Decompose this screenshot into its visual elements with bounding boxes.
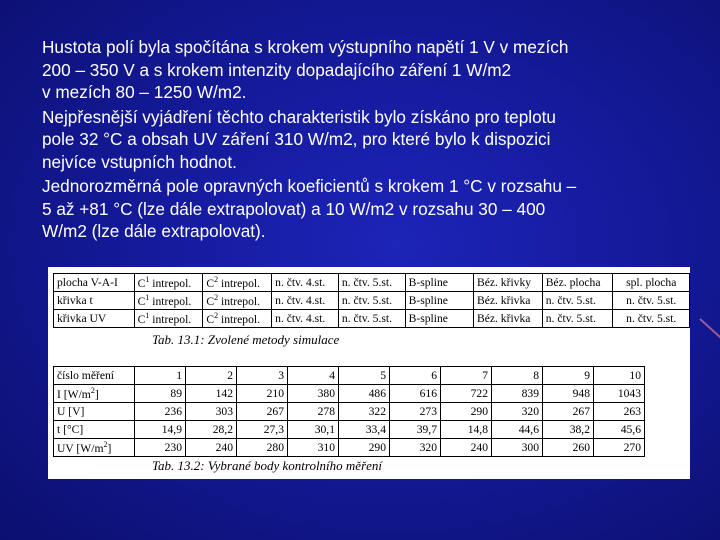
table-cell: B-spline xyxy=(405,310,473,328)
table-cell: 2 xyxy=(186,367,237,385)
text-line: Jednorozměrná pole opravných koeficientů s krokem 1 °C v rozsahu – xyxy=(42,176,577,196)
cell-text: C xyxy=(206,294,215,308)
cell-text: C xyxy=(137,294,146,308)
table-cell: 616 xyxy=(390,385,441,403)
table-cell: 45,6 xyxy=(594,421,645,439)
cell-superscript: 2 xyxy=(90,386,95,396)
table-cell: 6 xyxy=(390,367,441,385)
cell-text: intrepol. xyxy=(221,312,260,326)
simulation-methods-table xyxy=(53,273,690,328)
cell-text: C xyxy=(137,312,146,326)
cell-text: intrepol. xyxy=(152,294,192,308)
table-cell: 44,6 xyxy=(492,421,543,439)
cell-text: C xyxy=(206,276,215,290)
table-row xyxy=(54,403,645,421)
table-cell: 290 xyxy=(441,403,492,421)
table-cell: spl. plocha xyxy=(613,274,690,292)
table-cell: 8 xyxy=(492,367,543,385)
table-cell: 839 xyxy=(492,385,543,403)
table-cell: 267 xyxy=(237,403,288,421)
cell-text: C xyxy=(137,276,146,290)
table-cell: B-spline xyxy=(405,292,473,310)
cell-superscript: 2 xyxy=(214,275,219,285)
text-line: v mezích 80 – 1250 W/m2. xyxy=(42,82,247,102)
table-cell: n. čtv. 5.st. xyxy=(613,310,690,328)
cell-superscript: 1 xyxy=(145,311,150,321)
table-cell: 3 xyxy=(237,367,288,385)
table-cell: 240 xyxy=(441,439,492,457)
tables-image xyxy=(48,267,690,479)
table-cell: 230 xyxy=(135,439,186,457)
table-cell: 4 xyxy=(288,367,339,385)
table-cell: B-spline xyxy=(405,274,473,292)
row-label-cell: číslo měření xyxy=(54,367,135,385)
table-row xyxy=(54,421,645,439)
table-cell xyxy=(134,292,203,310)
control-measurements-table xyxy=(53,366,645,457)
paragraph-1 xyxy=(42,36,682,104)
table-cell: 236 xyxy=(135,403,186,421)
table-cell: 322 xyxy=(339,403,390,421)
table-cell: 210 xyxy=(237,385,288,403)
table-cell: 260 xyxy=(543,439,594,457)
table-cell: n. čtv. 5.st. xyxy=(338,310,405,328)
table-cell: 948 xyxy=(543,385,594,403)
text-line: W/m2 (lze dále extrapolovat). xyxy=(42,221,266,241)
table-cell: 1043 xyxy=(594,385,645,403)
row-label-cell: křivka t xyxy=(54,292,135,310)
table-cell: 320 xyxy=(492,403,543,421)
table-cell: n. čtv. 4.st. xyxy=(272,274,339,292)
row-label-cell xyxy=(54,385,135,403)
table-cell xyxy=(203,310,272,328)
table-cell: 267 xyxy=(543,403,594,421)
table-cell: 310 xyxy=(288,439,339,457)
table-cell: 290 xyxy=(339,439,390,457)
table-cell: 278 xyxy=(288,403,339,421)
paragraph-2 xyxy=(42,106,682,174)
cell-superscript: 2 xyxy=(214,311,219,321)
table-cell: 30,1 xyxy=(288,421,339,439)
table-row xyxy=(54,385,645,403)
text-line: Hustota polí byla spočítána s krokem výstupního napětí 1 V v mezích xyxy=(42,37,569,57)
table-cell: Béz. plocha xyxy=(542,274,613,292)
table-cell xyxy=(134,274,203,292)
table-cell: n. čtv. 5.st. xyxy=(338,292,405,310)
table-cell xyxy=(134,310,203,328)
table-cell: 28,2 xyxy=(186,421,237,439)
table-cell: 273 xyxy=(390,403,441,421)
table-cell: n. čtv. 5.st. xyxy=(338,274,405,292)
table-cell: 27,3 xyxy=(237,421,288,439)
table-cell: n. čtv. 5.st. xyxy=(613,292,690,310)
cell-text: ] xyxy=(94,387,99,401)
cell-text: intrepol. xyxy=(152,312,192,326)
row-label-cell xyxy=(54,439,135,457)
text-line: nejvíce vstupních hodnot. xyxy=(42,151,237,172)
table-cell: 303 xyxy=(186,403,237,421)
table-cell: 142 xyxy=(186,385,237,403)
cell-text: C xyxy=(206,312,215,326)
table-row xyxy=(54,310,690,328)
body-text xyxy=(42,36,682,245)
cell-text: I [W/m xyxy=(57,387,91,401)
table-cell: 14,9 xyxy=(135,421,186,439)
cell-superscript: 1 xyxy=(145,293,150,303)
table-cell: 300 xyxy=(492,439,543,457)
table-row xyxy=(54,292,690,310)
text-line: 200 – 350 V a s krokem intenzity dopadajícího záření 1 W/m2 xyxy=(42,59,512,80)
table-cell: Béz. křivky xyxy=(473,274,542,292)
table-cell: 39,7 xyxy=(390,421,441,439)
table-cell: 270 xyxy=(594,439,645,457)
table-cell: 380 xyxy=(288,385,339,403)
table-cell: n. čtv. 5.st. xyxy=(542,292,613,310)
table-row xyxy=(54,367,645,385)
row-label-cell: t [°C] xyxy=(54,421,135,439)
table-cell: Béz. křivka xyxy=(473,292,542,310)
cell-text: intrepol. xyxy=(221,294,260,308)
table-cell: 320 xyxy=(390,439,441,457)
table-cell: 89 xyxy=(135,385,186,403)
cell-text: ] xyxy=(107,441,112,455)
table-cell: 1 xyxy=(135,367,186,385)
table-caption: Tab. 13.1: Zvolené metody simulace xyxy=(152,332,340,347)
table-cell: 5 xyxy=(339,367,390,385)
table-cell: 263 xyxy=(594,403,645,421)
cell-text: intrepol. xyxy=(221,276,260,290)
table-cell: 7 xyxy=(441,367,492,385)
row-label-cell: plocha V-A-I xyxy=(54,274,135,292)
paragraph-3 xyxy=(42,175,682,243)
table-cell: Béz. křivka xyxy=(473,310,542,328)
cell-superscript: 1 xyxy=(145,275,150,285)
table-cell: n. čtv. 5.st. xyxy=(542,310,613,328)
table-cell: 14,8 xyxy=(441,421,492,439)
row-label-cell: U [V] xyxy=(54,403,135,421)
table-cell: 9 xyxy=(543,367,594,385)
text-line: pole 32 °C a obsah UV záření 310 W/m2, pro které bylo k dispozici xyxy=(42,129,551,149)
table-cell: n. čtv. 4.st. xyxy=(272,292,339,310)
table-cell: n. čtv. 4.st. xyxy=(272,310,339,328)
table-row xyxy=(54,439,645,457)
cell-superscript: 2 xyxy=(214,293,219,303)
table-cell: 10 xyxy=(594,367,645,385)
text-line: Nejpřesnější vyjádření těchto charakteristik bylo získáno pro teplotu xyxy=(42,106,556,127)
cell-text: UV [W/m xyxy=(57,441,104,455)
table-row xyxy=(54,274,690,292)
table-cell: 722 xyxy=(441,385,492,403)
decorative-line xyxy=(699,318,720,340)
table-cell xyxy=(203,274,272,292)
cell-text: intrepol. xyxy=(152,276,192,290)
table-cell: 486 xyxy=(339,385,390,403)
table-cell: 240 xyxy=(186,439,237,457)
table-cell: 33,4 xyxy=(339,421,390,439)
table-cell: 38,2 xyxy=(543,421,594,439)
table-cell xyxy=(203,292,272,310)
text-line: 5 až +81 °C (lze dále extrapolovat) a 10 W/m2 v rozsahu 30 – 400 xyxy=(42,198,546,219)
table-caption: Tab. 13.2: Vybrané body kontrolního měření xyxy=(152,458,383,473)
row-label-cell: křivka UV xyxy=(54,310,135,328)
cell-superscript: 2 xyxy=(103,440,108,450)
table-cell: 280 xyxy=(237,439,288,457)
